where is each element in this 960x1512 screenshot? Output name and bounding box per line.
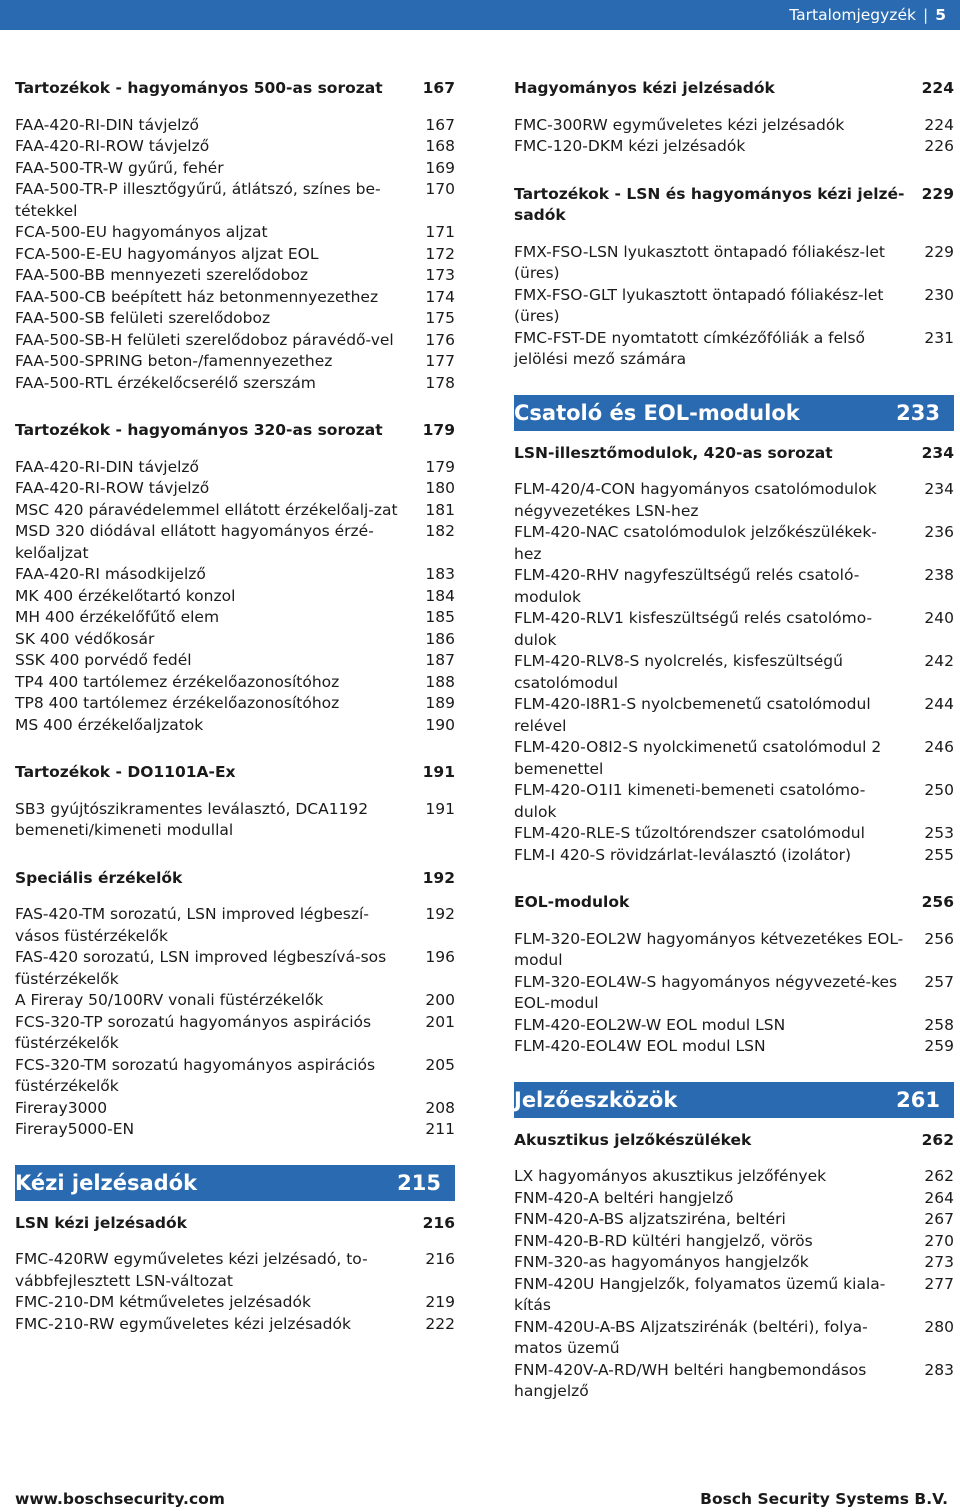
toc-entry-title: FAA-420-RI-DIN távjelző (15, 115, 200, 134)
toc-entry-page: 236 (924, 523, 954, 541)
page-header (0, 0, 960, 30)
toc-entry[interactable] (15, 1119, 455, 1141)
toc-entry-page: 182 (425, 522, 455, 540)
section-title: EOL-modulok (514, 893, 630, 911)
section-page: 262 (921, 1130, 954, 1149)
toc-entry-page: 180 (425, 479, 455, 497)
toc-entry[interactable] (15, 1314, 455, 1336)
toc-entry-page: 174 (425, 287, 455, 306)
footer-company: Bosch Security Systems B.V. (700, 1490, 948, 1508)
toc-entry-title: FLM-420-NAC csatolómodulok jelzőkészülékek-hez (514, 523, 877, 563)
chapter-page: 233 (896, 400, 940, 425)
toc-entry[interactable] (15, 330, 455, 352)
toc-entry[interactable] (514, 845, 954, 867)
toc-entry-list (15, 457, 455, 737)
section-title: Speciális érzékelők (15, 868, 183, 887)
toc-entry-page: 169 (425, 158, 455, 177)
toc-entry[interactable] (15, 457, 455, 479)
toc-entry-title: FAA-500-SPRING beton-/famennyezethez (15, 352, 333, 370)
toc-entry-title: FCS-320-TM sorozatú hagyományos aspirációs füstérzékelők (15, 1055, 376, 1095)
toc-entry-title: FLM-320-EOL4W-S hagyományos négyvezeté-kes EOL-modul (514, 972, 898, 1012)
toc-entry-page: 258 (924, 1015, 954, 1034)
toc-entry-page: 167 (425, 115, 455, 134)
toc-entry-title: FAA-420-RI-ROW távjelző (15, 137, 210, 155)
toc-entry[interactable] (514, 1015, 954, 1037)
toc-entry-page: 283 (924, 1360, 954, 1379)
toc-entry[interactable] (15, 521, 455, 564)
toc-entry-page: 216 (425, 1250, 455, 1268)
toc-entry[interactable] (15, 115, 455, 137)
chapter-title: Jelzőeszközök (514, 1087, 678, 1112)
toc-entry-title: FMC-210-DM kétműveletes jelzésadók (15, 1293, 311, 1311)
toc-entry-page: 185 (425, 608, 455, 626)
section-page: 179 (422, 421, 455, 439)
toc-entry-page: 196 (425, 948, 455, 966)
toc-entry-title: MH 400 érzékelőfűtő elem (15, 608, 220, 626)
toc-entry-page: 211 (425, 1120, 455, 1138)
toc-entry[interactable] (15, 351, 455, 373)
toc-entry[interactable] (514, 823, 954, 845)
section-page: 192 (422, 868, 455, 887)
toc-entry-page: 171 (425, 223, 455, 241)
toc-entry-page: 201 (425, 1012, 455, 1031)
toc-entry-page: 277 (924, 1274, 954, 1293)
section-title: Tartozékok - LSN és hagyományos kézi jelzé-sadók (514, 184, 905, 224)
toc-entry[interactable] (514, 1252, 954, 1274)
section-heading[interactable] (514, 443, 954, 465)
toc-entry[interactable] (15, 265, 455, 287)
toc-entry-list (514, 929, 954, 1058)
toc-entry-page: 184 (425, 586, 455, 605)
toc-entry-page: 187 (425, 651, 455, 669)
toc-entry-page: 168 (425, 137, 455, 155)
chapter-heading-wrapper (15, 1165, 455, 1201)
toc-entry-page: 234 (924, 480, 954, 498)
toc-entry-page: 229 (924, 242, 954, 261)
toc-entry-page: 173 (425, 266, 455, 284)
toc-entry[interactable] (15, 287, 455, 309)
toc-entry-title: FAA-500-CB beépített ház betonmennyezethez (15, 287, 379, 306)
toc-entry-title: TP8 400 tartólemez érzékelőazonosítóhoz (15, 694, 340, 712)
toc-entry-list (514, 479, 954, 866)
toc-entry[interactable] (514, 1231, 954, 1253)
toc-entry-title: FNM-420-A-BS aljzatsziréna, beltéri (514, 1210, 786, 1228)
toc-entry[interactable] (15, 244, 455, 266)
toc-entry-page: 246 (924, 738, 954, 756)
section-page: 234 (921, 443, 954, 462)
toc-entry-title: TP4 400 tartólemez érzékelőazonosítóhoz (15, 672, 340, 691)
toc-entry-title: SB3 gyújtószikramentes leválasztó, DCA1192 bemeneti/kimeneti modullal (15, 799, 369, 839)
toc-entry-page: 240 (924, 609, 954, 627)
toc-entry-page: 226 (924, 137, 954, 155)
toc-entry[interactable] (514, 737, 954, 780)
toc-entry[interactable] (514, 242, 954, 285)
header-separator: | (922, 6, 929, 24)
toc-entry-title: FAA-500-SB-H felületi szerelődoboz páravédő-vel (15, 330, 394, 349)
toc-entry-page: 179 (425, 457, 455, 476)
footer-website[interactable]: www.boschsecurity.com (15, 1490, 225, 1508)
toc-entry-title: FMC-FST-DE nyomtatott címkézőfóliák a felső jelölési mező számára (514, 328, 866, 368)
toc-entry[interactable] (15, 179, 455, 222)
toc-entry-title: FNM-420V-A-RD/WH beltéri hangbemondásos hangjelző (514, 1360, 867, 1400)
chapter-heading-wrapper (514, 1082, 954, 1118)
toc-entry[interactable] (15, 136, 455, 158)
toc-entry-list (514, 242, 954, 371)
toc-entry-title: FLM-420/4-CON hagyományos csatolómodulok négyvezetékes LSN-hez (514, 480, 877, 520)
toc-entry-page: 189 (425, 694, 455, 712)
toc-entry-title: Fireray3000 (15, 1098, 108, 1117)
toc-entry[interactable] (15, 715, 455, 737)
toc-entry-title: FLM-420-RLE-S tűzoltórendszer csatolómodul (514, 824, 865, 842)
toc-entry-title: A Fireray 50/100RV vonali füstérzékelők (15, 991, 324, 1009)
toc-entry-page: 262 (924, 1167, 954, 1185)
toc-entry-page: 200 (425, 991, 455, 1009)
toc-entry-page: 224 (924, 115, 954, 134)
toc-entry-title: FMC-300RW egyműveletes kézi jelzésadók (514, 115, 845, 134)
toc-entry[interactable] (15, 693, 455, 715)
section-page: 224 (921, 79, 954, 97)
toc-entry-title: FCA-500-EU hagyományos aljzat (15, 223, 268, 241)
toc-entry-title: FLM-320-EOL2W hagyományos kétvezetékes EOL-modul (514, 929, 904, 969)
toc-entry-title: FLM-420-EOL4W EOL modul LSN (514, 1037, 766, 1055)
toc-entry[interactable] (514, 136, 954, 158)
toc-entry[interactable] (15, 222, 455, 244)
toc-entry[interactable] (15, 1292, 455, 1314)
chapter-heading[interactable] (514, 1082, 954, 1118)
toc-entry[interactable] (514, 651, 954, 694)
toc-entry-page: 188 (425, 672, 455, 691)
toc-entry-list (15, 1249, 455, 1335)
toc-entry[interactable] (514, 972, 954, 1015)
toc-entry-page: 257 (924, 972, 954, 991)
section-heading[interactable] (15, 762, 455, 784)
toc-entry[interactable] (15, 672, 455, 694)
toc-entry-page: 250 (924, 781, 954, 799)
toc-entry-title: FLM-420-O1I1 kimeneti-bemeneti csatolómo-dulok (514, 781, 866, 821)
toc-entry-title: FNM-420-A beltéri hangjelző (514, 1188, 734, 1207)
toc-entry-page: 253 (924, 824, 954, 842)
toc-entry[interactable] (15, 990, 455, 1012)
toc-entry-title: FLM-420-EOL2W-W EOL modul LSN (514, 1015, 786, 1034)
toc-entry[interactable] (514, 1274, 954, 1317)
section-page: 216 (422, 1213, 455, 1232)
toc-entry-list (514, 115, 954, 158)
section-heading[interactable] (514, 892, 954, 914)
toc-entry-title: FMX-FSO-LSN lyukasztott öntapadó fóliakész-let (üres) (514, 242, 885, 282)
toc-entry-title: FNM-420U-A-BS Aljzatszirénák (beltéri), folya-matos üzemű (514, 1317, 868, 1357)
toc-entry[interactable] (514, 285, 954, 328)
chapter-heading-wrapper (514, 395, 954, 431)
toc-entry-title: FNM-320-as hagyományos hangjelzők (514, 1253, 809, 1271)
toc-entry-page: 176 (425, 330, 455, 349)
section-page: 256 (921, 893, 954, 911)
toc-entry-title: FLM-420-RLV1 kisfeszültségű relés csatolómo-dulok (514, 609, 873, 649)
toc-entry-title: MK 400 érzékelőtartó konzol (15, 586, 236, 605)
toc-entry[interactable] (15, 799, 455, 842)
toc-entry[interactable] (15, 1055, 455, 1098)
toc-entry-title: FAA-500-RTL érzékelőcserélő szerszám (15, 373, 316, 392)
toc-entry[interactable] (15, 500, 455, 522)
section-heading[interactable] (15, 1213, 455, 1235)
toc-entry-title: FMC-120-DKM kézi jelzésadók (514, 137, 746, 155)
toc-entry-title: FCS-320-TP sorozatú hagyományos aspirációs füstérzékelők (15, 1012, 372, 1052)
toc-entry-title: SK 400 védőkosár (15, 629, 155, 648)
toc-entry-title: FMC-420RW egyműveletes kézi jelzésadó, to-vábbfejlesztett LSN-változat (15, 1250, 368, 1290)
toc-entry-page: 267 (924, 1210, 954, 1228)
toc-entry-page: 170 (425, 180, 455, 198)
section-title: Hagyományos kézi jelzésadók (514, 79, 775, 97)
section-title: Tartozékok - hagyományos 320-as sorozat (15, 421, 383, 439)
toc-entry-title: FCA-500-E-EU hagyományos aljzat EOL (15, 244, 319, 263)
toc-entry-page: 270 (924, 1231, 954, 1250)
toc-entry-title: FNM-420U Hangjelzők, folyamatos üzemű kiala-kítás (514, 1274, 886, 1314)
toc-entry-page: 222 (425, 1314, 455, 1333)
chapter-title: Kézi jelzésadók (15, 1170, 198, 1195)
toc-entry-title: FAS-420-TM sorozatú, LSN improved légbeszí-vásos füstérzékelők (15, 905, 369, 945)
toc-entry-page: 205 (425, 1055, 455, 1074)
section-heading[interactable] (514, 78, 954, 100)
toc-entry-page: 208 (425, 1098, 455, 1117)
toc-entry-title: FLM-420-RHV nagyfeszültségű relés csatoló-modulok (514, 566, 860, 606)
section-title: LSN kézi jelzésadók (15, 1213, 187, 1232)
toc-entry-page: 186 (425, 629, 455, 648)
toc-entry-page: 172 (425, 244, 455, 263)
section-heading[interactable] (514, 1130, 954, 1152)
toc-entry-title: FMC-210-RW egyműveletes kézi jelzésadók (15, 1314, 351, 1333)
toc-entry-title: SSK 400 porvédő fedél (15, 651, 192, 669)
section-title: LSN-illesztőmodulok, 420-as sorozat (514, 443, 833, 462)
chapter-title: Csatoló és EOL-modulok (514, 400, 800, 425)
toc-entry[interactable] (15, 650, 455, 672)
toc-entry[interactable] (15, 564, 455, 586)
toc-entry-page: 273 (924, 1253, 954, 1271)
toc-entry-page: 280 (924, 1317, 954, 1336)
toc-entry-list (15, 904, 455, 1141)
toc-entry-page: 242 (924, 652, 954, 670)
toc-entry[interactable] (514, 565, 954, 608)
toc-entry-title: MSC 420 páravédelemmel ellátott érzékelőalj-zat (15, 500, 398, 519)
toc-entry-page: 244 (924, 695, 954, 713)
header-page-number: 5 (935, 6, 946, 24)
toc-entry-title: FAA-420-RI-DIN távjelző (15, 457, 200, 476)
toc-entry-title: FAA-420-RI-ROW távjelző (15, 479, 210, 497)
toc-entry[interactable] (15, 373, 455, 395)
toc-entry-page: 190 (425, 715, 455, 734)
toc-entry[interactable] (15, 1098, 455, 1120)
toc-entry-title: FLM-420-RLV8-S nyolcrelés, kisfeszültségű csatolómodul (514, 652, 843, 692)
header-title: Tartalomjegyzék (789, 6, 916, 24)
toc-entry-title: FAA-500-TR-P illesztőgyűrű, átlátszó, színes be-tétekkel (15, 180, 381, 220)
toc-entry-page: 238 (924, 566, 954, 584)
toc-entry-page: 192 (425, 905, 455, 923)
chapter-page: 261 (896, 1087, 940, 1112)
toc-entry[interactable] (15, 1012, 455, 1055)
toc-entry-page: 219 (425, 1293, 455, 1311)
toc-entry-list (15, 115, 455, 395)
toc-entry[interactable] (514, 929, 954, 972)
toc-entry-page: 230 (924, 285, 954, 304)
toc-entry[interactable] (514, 1188, 954, 1210)
section-heading[interactable] (514, 184, 954, 227)
toc-entry[interactable] (514, 780, 954, 823)
toc-entry[interactable] (514, 328, 954, 371)
section-heading[interactable] (15, 420, 455, 442)
toc-entry-title: FNM-420-B-RD kültéri hangjelző, vörös (514, 1231, 813, 1250)
toc-entry[interactable] (15, 1249, 455, 1292)
toc-entry-page: 181 (425, 500, 455, 519)
toc-entry[interactable] (514, 608, 954, 651)
toc-entry[interactable] (15, 586, 455, 608)
section-page: 229 (921, 184, 954, 203)
toc-entry-title: FLM-I 420-S rövidzárlat-leválasztó (izolátor) (514, 845, 852, 864)
toc-entry-title: FAA-500-SB felületi szerelődoboz (15, 309, 271, 327)
right-column (514, 78, 954, 1403)
section-title: Tartozékok - hagyományos 500-as sorozat (15, 79, 383, 97)
chapter-page: 215 (397, 1170, 441, 1195)
toc-entry[interactable] (15, 308, 455, 330)
toc-entry-title: Fireray5000-EN (15, 1120, 135, 1138)
toc-entry[interactable] (514, 115, 954, 137)
toc-entry-title: FAA-500-TR-W gyűrű, fehér (15, 158, 224, 177)
toc-entry-title: FAA-420-RI másodkijelző (15, 565, 206, 583)
toc-entry-list (15, 799, 455, 842)
left-column (15, 78, 455, 1335)
toc-entry-title: FAS-420 sorozatú, LSN improved légbeszívá-sos füstérzékelők (15, 948, 387, 988)
toc-entry[interactable] (15, 478, 455, 500)
toc-entry[interactable] (15, 629, 455, 651)
toc-entry-page: 177 (425, 352, 455, 370)
section-page: 191 (422, 763, 455, 781)
toc-entry-list (514, 1166, 954, 1403)
toc-entry-page: 178 (425, 373, 455, 392)
toc-entry-page: 175 (425, 309, 455, 327)
toc-entry[interactable] (514, 1036, 954, 1058)
toc-entry[interactable] (15, 607, 455, 629)
toc-entry-page: 191 (425, 799, 455, 818)
toc-entry-title: MS 400 érzékelőaljzatok (15, 715, 204, 734)
toc-entry-title: FMX-FSO-GLT lyukasztott öntapadó fóliakész-let (üres) (514, 285, 884, 325)
toc-entry-page: 231 (924, 328, 954, 347)
chapter-heading[interactable] (15, 1165, 455, 1201)
toc-entry[interactable] (514, 694, 954, 737)
toc-entry-page: 255 (924, 845, 954, 864)
toc-entry-title: LX hagyományos akusztikus jelzőfények (514, 1167, 827, 1185)
toc-entry-title: FLM-420-O8I2-S nyolckimenetű csatolómodul 2 bemenettel (514, 738, 882, 778)
toc-entry-page: 259 (924, 1037, 954, 1055)
toc-entry[interactable] (514, 1209, 954, 1231)
section-page: 167 (422, 79, 455, 97)
toc-entry[interactable] (514, 1317, 954, 1360)
toc-entry[interactable] (514, 1360, 954, 1403)
section-title: Akusztikus jelzőkészülékek (514, 1130, 752, 1149)
section-heading[interactable] (15, 78, 455, 100)
toc-entry-title: MSD 320 diódával ellátott hagyományos érzé-kelőaljzat (15, 522, 374, 562)
toc-entry[interactable] (514, 1166, 954, 1188)
toc-entry-title: FAA-500-BB mennyezeti szerelődoboz (15, 266, 309, 284)
toc-entry[interactable] (514, 479, 954, 522)
toc-entry-title: FLM-420-I8R1-S nyolcbemenetű csatolómodul relével (514, 695, 871, 735)
chapter-heading[interactable] (514, 395, 954, 431)
toc-entry-page: 183 (425, 565, 455, 583)
section-title: Tartozékok - DO1101A-Ex (15, 763, 236, 781)
section-heading[interactable] (15, 868, 455, 890)
toc-entry[interactable] (514, 522, 954, 565)
toc-entry-page: 256 (924, 929, 954, 948)
toc-entry-page: 264 (924, 1188, 954, 1207)
toc-entry[interactable] (15, 947, 455, 990)
toc-entry[interactable] (15, 904, 455, 947)
toc-entry[interactable] (15, 158, 455, 180)
